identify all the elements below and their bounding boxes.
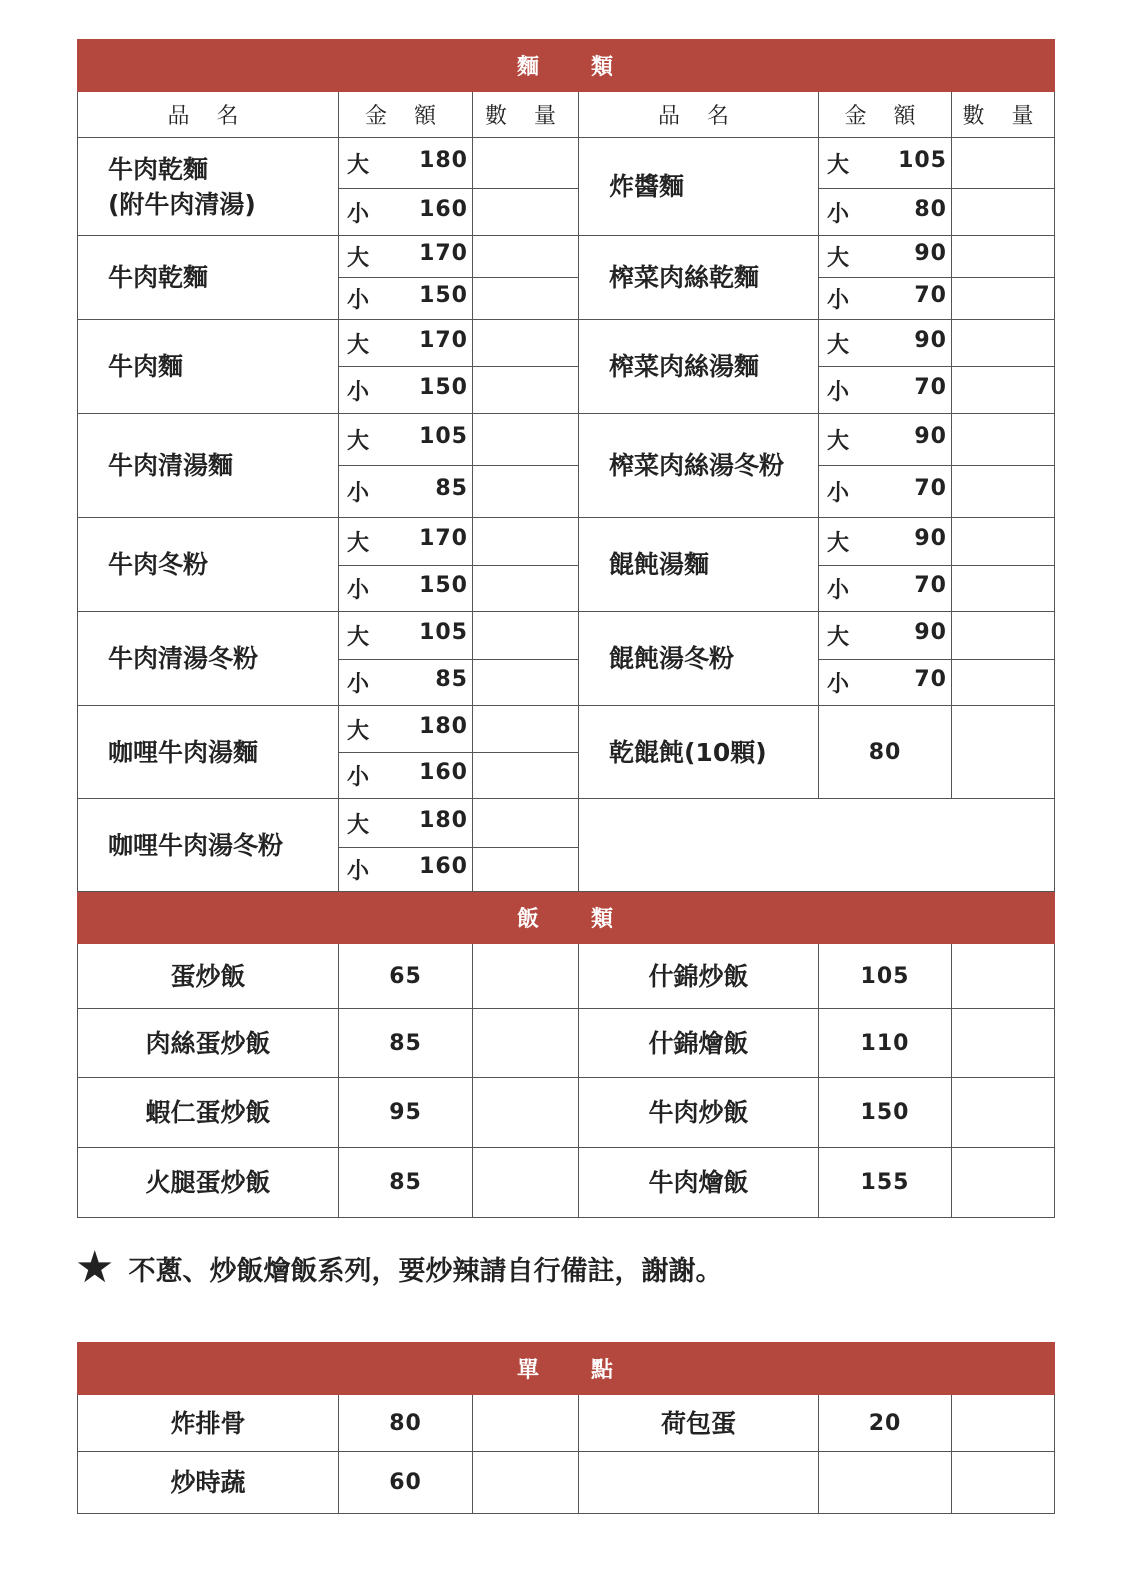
price-large: [819, 414, 952, 466]
noodle-item-name: 牛肉清湯麵: [78, 414, 339, 518]
quantity-field[interactable]: [952, 566, 1055, 612]
rice-item-price: 85: [339, 1009, 473, 1078]
quantity-field[interactable]: [952, 518, 1055, 566]
quantity-field[interactable]: [473, 138, 579, 189]
quantity-field[interactable]: [473, 799, 579, 848]
price-small: [819, 278, 952, 320]
header-item-name-left: 品 名: [78, 92, 339, 138]
size-small-label: 小: [827, 481, 850, 506]
price-large-value: 90: [914, 424, 947, 449]
size-small-label: 小: [827, 578, 850, 603]
size-large-label: 大: [827, 246, 850, 271]
price-large: [339, 414, 473, 466]
quantity-field[interactable]: [952, 189, 1055, 236]
rice-item-name: 肉絲蛋炒飯: [78, 1009, 339, 1078]
noodle-item-name: [78, 138, 339, 236]
quantity-field[interactable]: [952, 320, 1055, 367]
price-small-value: 70: [914, 476, 947, 501]
rice-item-price: 65: [339, 944, 473, 1009]
rice-item-price: 155: [819, 1148, 952, 1218]
price-small: [339, 848, 473, 892]
noodles-section-header: [78, 40, 1055, 92]
price-small-value: 150: [419, 374, 468, 400]
price-small-value: 80: [914, 196, 947, 222]
rice-item-price: 95: [339, 1078, 473, 1148]
price-small-value: 150: [419, 283, 468, 308]
quantity-field[interactable]: [473, 278, 579, 320]
quantity-field[interactable]: [952, 138, 1055, 189]
side-item-price: 60: [339, 1452, 473, 1514]
order-note: [75, 1242, 723, 1293]
quantity-field[interactable]: [952, 1078, 1055, 1148]
rice-item-price: 105: [819, 944, 952, 1009]
quantity-field[interactable]: [952, 1452, 1055, 1514]
rice-row: [78, 944, 1055, 1009]
price-small-value: 160: [419, 854, 468, 879]
header-price-left: 金 額: [339, 92, 473, 138]
size-large-label: 大: [347, 152, 370, 178]
rice-item-name: 蝦仁蛋炒飯: [78, 1078, 339, 1148]
noodle-item-name: 餛飩湯冬粉: [579, 612, 819, 706]
noodles-title-b: 類: [591, 55, 616, 80]
quantity-field[interactable]: [473, 1148, 579, 1218]
price-small: [819, 367, 952, 414]
sides-table: [77, 1342, 1055, 1514]
price-large: [339, 612, 473, 660]
price-large-value: 105: [419, 620, 468, 645]
price-small: [339, 566, 473, 612]
noodle-item-name: 餛飩湯麵: [579, 518, 819, 612]
quantity-field[interactable]: [952, 1148, 1055, 1218]
quantity-field[interactable]: [952, 278, 1055, 320]
price-large-value: 170: [419, 241, 468, 266]
noodle-item-name-line1: 牛肉乾麵: [108, 154, 209, 184]
price-small-value: 70: [914, 283, 947, 308]
header-item-name-right: 品 名: [579, 92, 819, 138]
quantity-field[interactable]: [952, 367, 1055, 414]
size-large-label: 大: [347, 429, 370, 454]
price-small: [339, 466, 473, 518]
noodle-item-price: 80: [819, 706, 952, 799]
price-large: [819, 320, 952, 367]
quantity-field[interactable]: [473, 1009, 579, 1078]
price-small: [819, 466, 952, 518]
size-small-label: 小: [347, 578, 370, 603]
noodle-item-name: 咖哩牛肉湯冬粉: [78, 799, 339, 892]
price-small-value: 85: [435, 476, 468, 501]
price-large: [819, 236, 952, 278]
rice-item-price: 85: [339, 1148, 473, 1218]
quantity-field[interactable]: [952, 414, 1055, 466]
size-small-label: 小: [827, 288, 850, 313]
header-price-right: 金 額: [819, 92, 952, 138]
price-large-value: 90: [914, 241, 947, 266]
rice-item-name: 什錦燴飯: [579, 1009, 819, 1078]
price-small-value: 70: [914, 374, 947, 400]
price-large-value: 180: [419, 147, 468, 173]
side-item-price: [819, 1452, 952, 1514]
noodle-item-name: 牛肉麵: [78, 320, 339, 414]
size-small-label: 小: [827, 672, 850, 697]
header-qty-right: 數 量: [952, 92, 1055, 138]
quantity-field[interactable]: [952, 236, 1055, 278]
side-item-name: 荷包蛋: [579, 1395, 819, 1452]
empty-cell: [579, 799, 1055, 892]
noodle-item-name: 咖哩牛肉湯麵: [78, 706, 339, 799]
quantity-field[interactable]: [473, 1395, 579, 1452]
rice-item-name: 火腿蛋炒飯: [78, 1148, 339, 1218]
quantity-field[interactable]: [952, 1395, 1055, 1452]
price-large: [339, 236, 473, 278]
price-large-value: 170: [419, 327, 468, 353]
quantity-field[interactable]: [473, 320, 579, 367]
sides-title-b: 點: [591, 1358, 616, 1383]
quantity-field[interactable]: [473, 466, 579, 518]
quantity-field[interactable]: [473, 1452, 579, 1514]
price-small-value: 70: [914, 667, 947, 692]
price-large: [339, 138, 473, 189]
price-small: [819, 189, 952, 236]
quantity-field[interactable]: [473, 367, 579, 414]
price-small-value: 85: [435, 667, 468, 692]
price-small-value: 70: [914, 573, 947, 598]
side-item-price: 20: [819, 1395, 952, 1452]
noodle-item-name: 炸醬麵: [579, 138, 819, 236]
sides-section-header: [78, 1343, 1055, 1395]
price-large: [339, 706, 473, 753]
size-large-label: 大: [347, 812, 370, 838]
sides-row: [78, 1452, 1055, 1514]
size-large-label: 大: [347, 332, 370, 358]
noodle-rice-table: [77, 39, 1055, 1218]
price-small: [339, 753, 473, 799]
price-large-value: 105: [898, 147, 947, 173]
size-small-label: 小: [827, 201, 850, 227]
size-large-label: 大: [347, 625, 370, 650]
side-item-name: [579, 1452, 819, 1514]
price-small: [339, 278, 473, 320]
rice-item-name: 牛肉炒飯: [579, 1078, 819, 1148]
rice-item-name: 什錦炒飯: [579, 944, 819, 1009]
price-small: [819, 660, 952, 706]
rice-item-price: 110: [819, 1009, 952, 1078]
quantity-field[interactable]: [952, 660, 1055, 706]
size-large-label: 大: [827, 152, 850, 178]
rice-title-a: 飯: [517, 907, 542, 932]
quantity-field[interactable]: [473, 612, 579, 660]
price-large: [339, 799, 473, 848]
price-large-value: 105: [419, 424, 468, 449]
side-item-name: 炒時蔬: [78, 1452, 339, 1514]
order-note-text: 不蔥、炒飯燴飯系列，要炒辣請自行備註，謝謝。: [128, 1255, 723, 1287]
noodle-item-name: 牛肉冬粉: [78, 518, 339, 612]
noodle-item-name: 乾餛飩(10顆): [579, 706, 819, 799]
price-large: [819, 612, 952, 660]
price-small-value: 150: [419, 573, 468, 598]
size-small-label: 小: [347, 859, 370, 884]
size-small-label: 小: [347, 481, 370, 506]
size-large-label: 大: [347, 718, 370, 744]
size-large-label: 大: [827, 332, 850, 358]
price-small-value: 160: [419, 760, 468, 785]
side-item-price: 80: [339, 1395, 473, 1452]
size-small-label: 小: [347, 201, 370, 227]
quantity-field[interactable]: [473, 660, 579, 706]
size-small-label: 小: [347, 288, 370, 313]
menu-sheet: [77, 39, 1054, 1218]
star-icon: ★: [75, 1242, 115, 1293]
price-large: [339, 320, 473, 367]
column-header-row: [78, 92, 1055, 138]
sides-row: [78, 1395, 1055, 1452]
quantity-field[interactable]: [473, 944, 579, 1009]
price-large-value: 90: [914, 526, 947, 551]
noodle-item-name: 牛肉清湯冬粉: [78, 612, 339, 706]
quantity-field[interactable]: [952, 706, 1055, 799]
price-small: [339, 660, 473, 706]
noodles-title-a: 麵: [517, 55, 542, 80]
rice-item-name: 牛肉燴飯: [579, 1148, 819, 1218]
price-large-value: 170: [419, 526, 468, 551]
price-large-value: 90: [914, 327, 947, 353]
quantity-field[interactable]: [473, 566, 579, 612]
rice-row: [78, 1009, 1055, 1078]
noodle-item-name: 榨菜肉絲湯冬粉: [579, 414, 819, 518]
price-small: [819, 566, 952, 612]
price-small: [339, 367, 473, 414]
quantity-field[interactable]: [952, 944, 1055, 1009]
noodle-item-name: 牛肉乾麵: [78, 236, 339, 320]
price-large-value: 180: [419, 807, 468, 833]
price-large: [819, 518, 952, 566]
rice-item-price: 150: [819, 1078, 952, 1148]
size-small-label: 小: [347, 672, 370, 697]
size-large-label: 大: [827, 625, 850, 650]
quantity-field[interactable]: [473, 706, 579, 753]
noodle-item-name: 榨菜肉絲湯麵: [579, 320, 819, 414]
size-small-label: 小: [827, 379, 850, 405]
quantity-field[interactable]: [473, 1078, 579, 1148]
size-small-label: 小: [347, 765, 370, 790]
side-item-name: 炸排骨: [78, 1395, 339, 1452]
quantity-field[interactable]: [952, 466, 1055, 518]
price-large-value: 180: [419, 713, 468, 739]
quantity-field[interactable]: [473, 414, 579, 466]
size-large-label: 大: [347, 246, 370, 271]
rice-title-b: 類: [591, 907, 616, 932]
header-qty-left: 數 量: [473, 92, 579, 138]
sides-title-a: 單: [517, 1358, 542, 1383]
noodle-item-name: 榨菜肉絲乾麵: [579, 236, 819, 320]
quantity-field[interactable]: [473, 189, 579, 236]
quantity-field[interactable]: [473, 236, 579, 278]
sides-sheet: [77, 1342, 1054, 1514]
price-large-value: 90: [914, 620, 947, 645]
size-small-label: 小: [347, 379, 370, 405]
quantity-field[interactable]: [473, 518, 579, 566]
rice-row: [78, 1078, 1055, 1148]
quantity-field[interactable]: [473, 848, 579, 892]
rice-item-name: 蛋炒飯: [78, 944, 339, 1009]
price-small-value: 160: [419, 196, 468, 222]
price-large: [339, 518, 473, 566]
noodle-item-name-line2: (附牛肉清湯): [108, 189, 256, 219]
rice-section-header: [78, 892, 1055, 944]
price-large: [819, 138, 952, 189]
size-large-label: 大: [827, 429, 850, 454]
size-large-label: 大: [347, 531, 370, 556]
quantity-field[interactable]: [473, 753, 579, 799]
quantity-field[interactable]: [952, 612, 1055, 660]
price-small: [339, 189, 473, 236]
rice-row: [78, 1148, 1055, 1218]
size-large-label: 大: [827, 531, 850, 556]
quantity-field[interactable]: [952, 1009, 1055, 1078]
